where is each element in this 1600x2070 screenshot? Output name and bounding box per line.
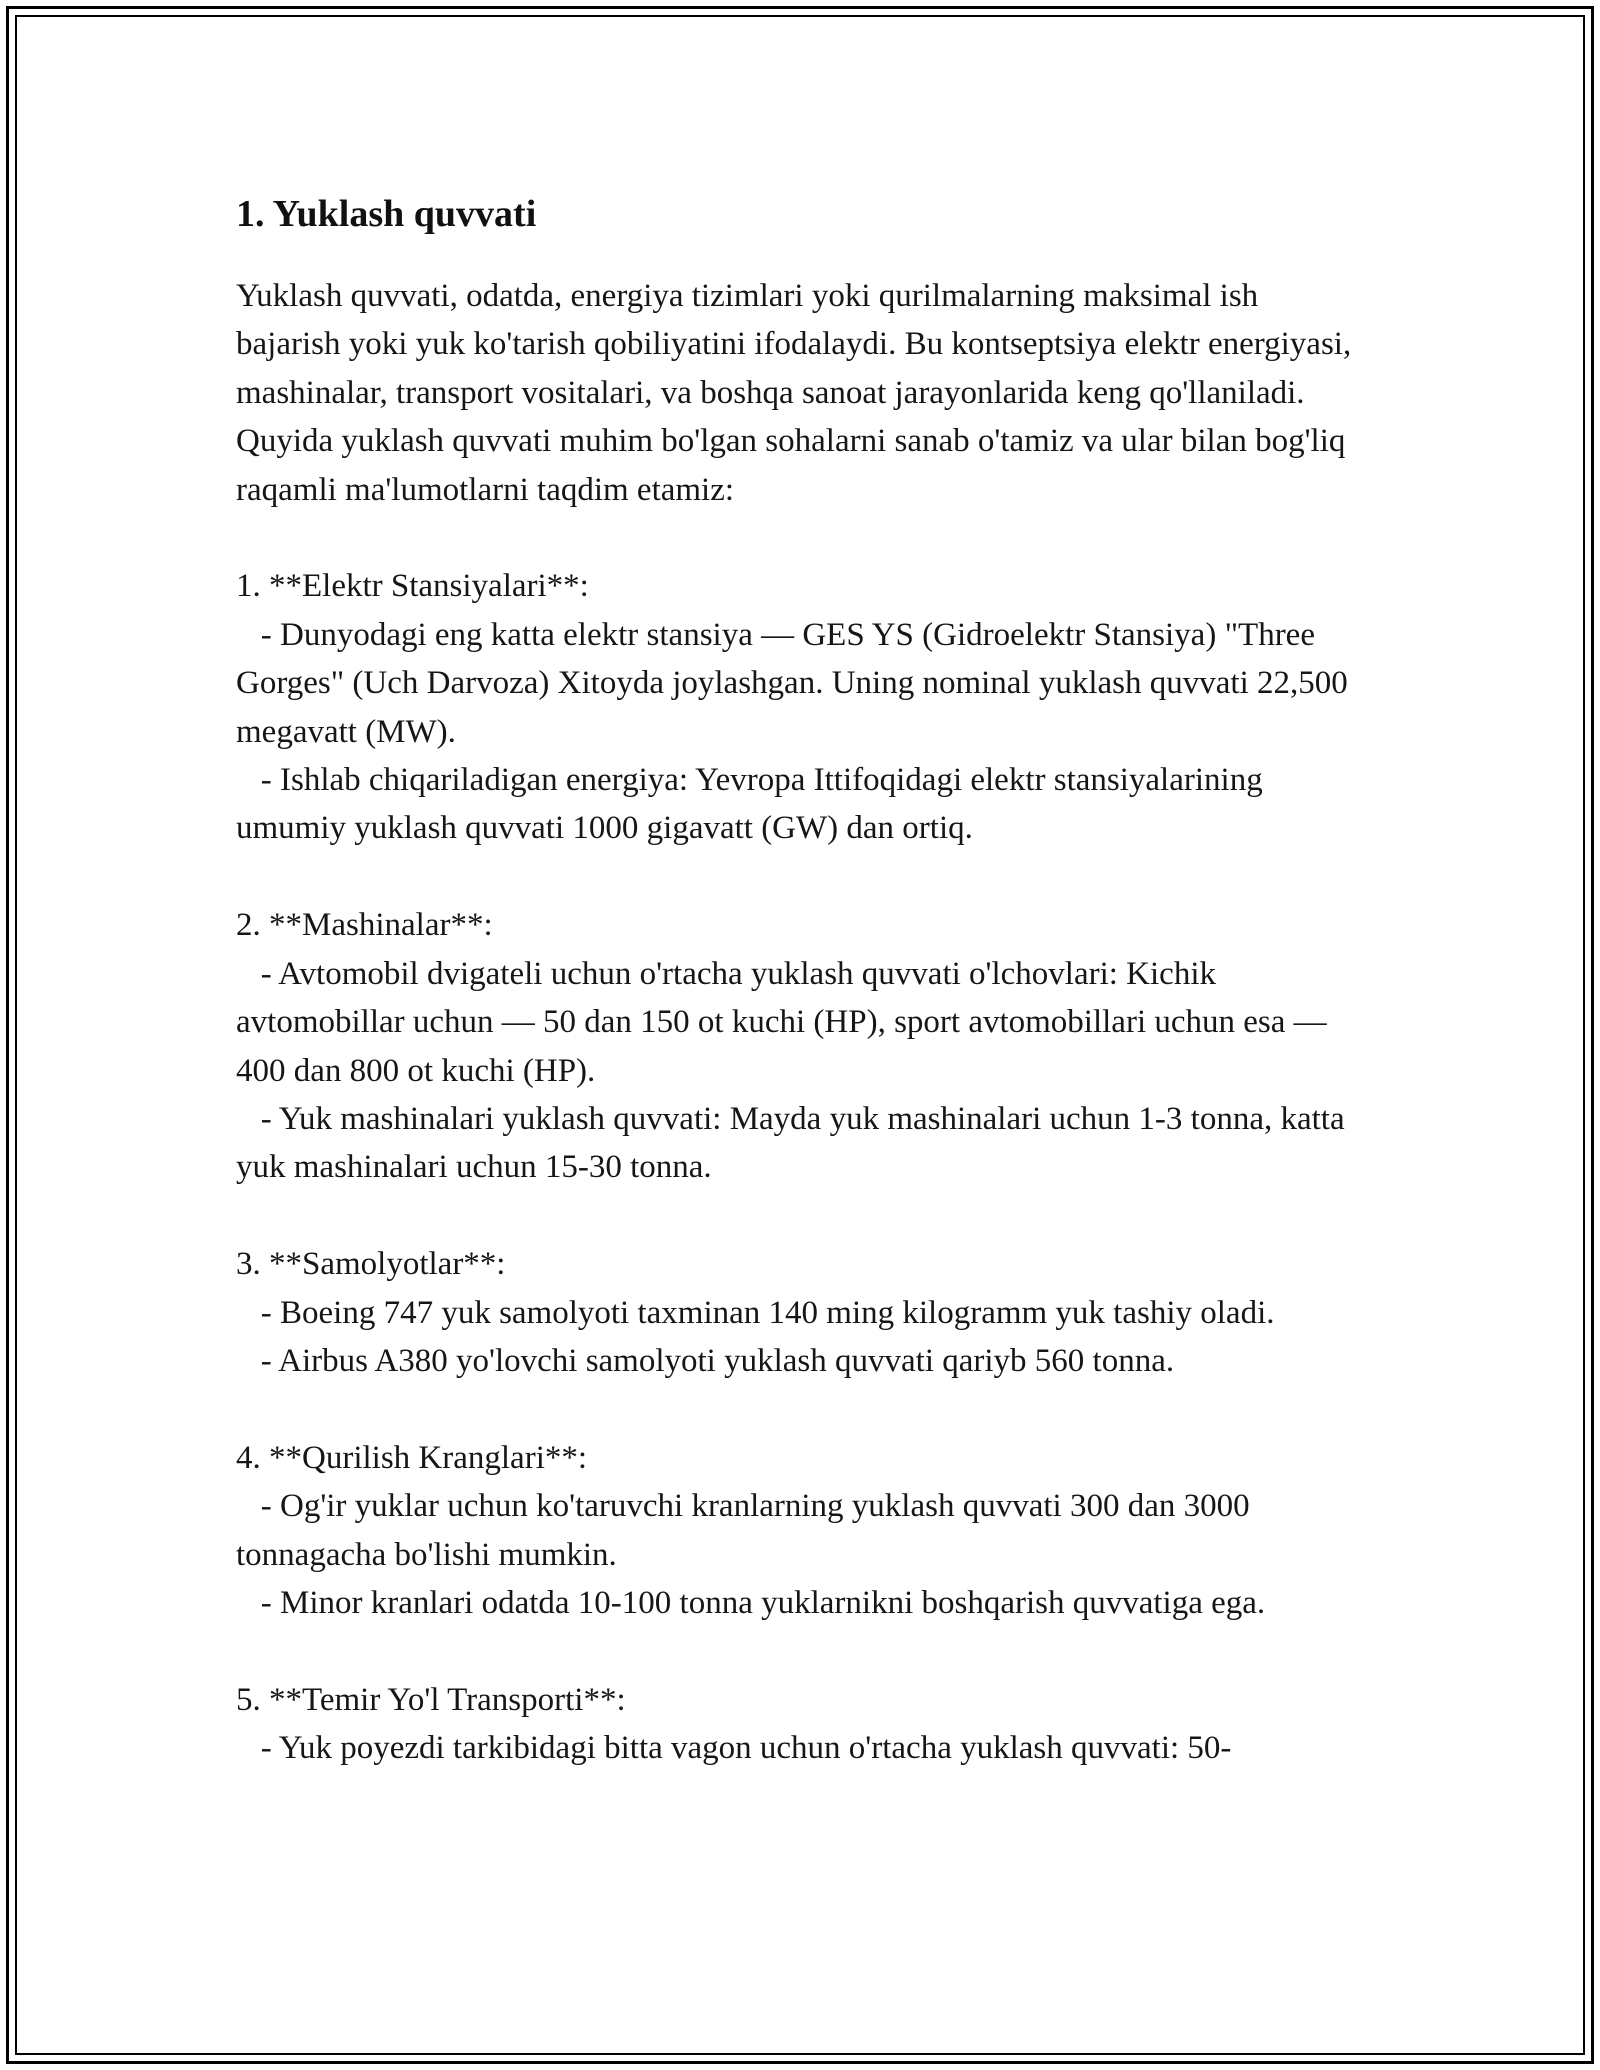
document-body: Yuklash quvvati, odatda, energiya tizimlari yoki qurilmalarning maksimal ish bajarish yoki yuk ko'tarish qobiliyatini ifodalaydi. Bu kontseptsiya elektr energiyasi, mashinalar, transport vositalari, va boshqa sanoat jarayonlarida keng qo'llaniladi. Quyida yuklash quvvati muhim bo'lgan sohalarni sanab o'tamiz va ular bilan bog'liq raqamli ma'lumotlarni taqdim etamiz: 1. **Elektr Stansiyalari**: - Dunyodagi eng katta elektr stansiya — GES YS (Gidroelektr Stansiya) "Three Gorges" (Uch Darvoza) Xitoyda joylashgan. Uning nominal yuklash quvvati 22,500 megavatt (MW). - Ishlab chiqariladigan energiya: Yevropa Ittifoqidagi elektr stansiyalarining umumiy yuklash quvvati 1000 gigavatt (GW) dan ortiq. 2. **Mashinalar**: - Avtomobil dvigateli uchun o'rtacha yuklash quvvati o'lchovlari: Kichik avtomobillar uchun — 50 dan 150 ot kuchi (HP), sport avtomobillari uchun esa — 400 dan 800 ot kuchi (HP). - Yuk mashinalari yuklash quvvati: Mayda yuk mashinalari uchun 1-3 tonna, katta yuk mashinalari uchun 15-30 tonna. 3. **Samolyotlar**: - Boeing 747 yuk samolyoti taxminan 140 ming kilogramm yuk tashiy oladi. - Airbus A380 yo'lovchi samolyoti yuklash quvvati qariyb 560 tonna. 4. **Qurilish Kranglari**: - Og'ir yuklar uchun ko'taruvchi kranlarning yuklash quvvati 300 dan 3000 tonnagacha bo'lishi mumkin. - Minor kranlari odatda 10-100 tonna yuklarnikni boshqarish quvvatiga ega. 5. **Temir Yo'l Transporti**: - Yuk poyezdi tarkibidagi bitta vagon uchun o'rtacha yuklash quvvati: 50- — [236, 278, 1352, 1767]
document-content — [236, 182, 1366, 1773]
document-heading: 1. Yuklash quvvati — [236, 193, 537, 235]
